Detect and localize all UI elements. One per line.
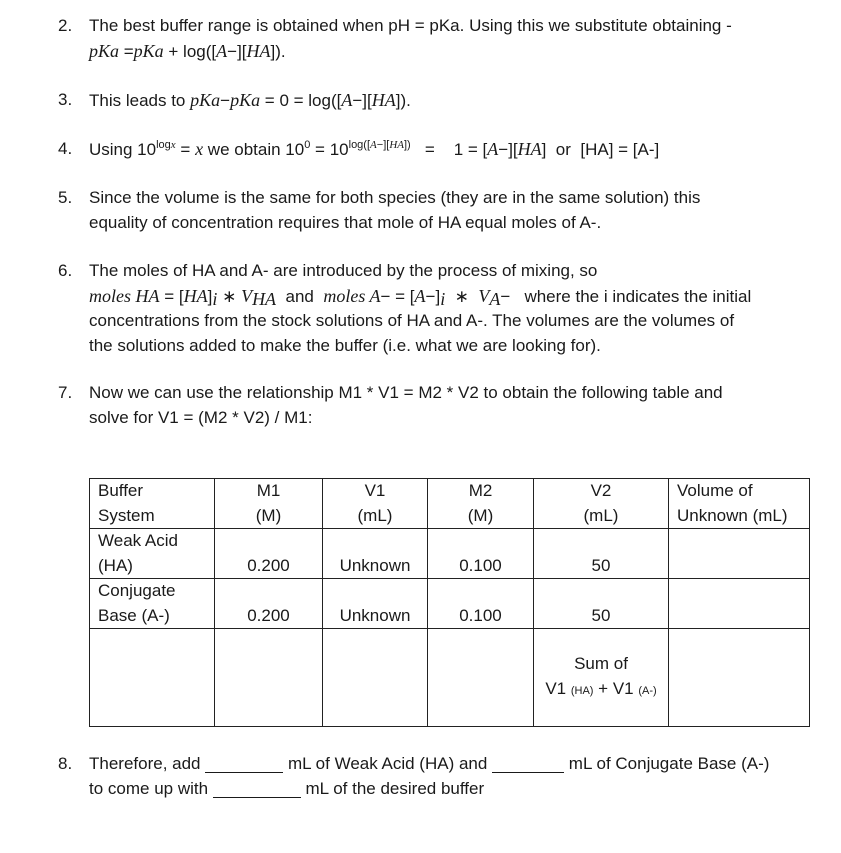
table-header-row (90, 479, 810, 529)
item-text-line: the solutions added to make the buffer (i.e. what we are looking for). (89, 335, 601, 355)
cell-volume-unknown[interactable] (669, 579, 810, 629)
blank-total-volume[interactable] (213, 780, 301, 798)
item-text-line: concentrations from the stock solutions of HA and A-. The volumes are the volumes of (89, 311, 735, 330)
cell-volume-unknown[interactable] (669, 529, 810, 579)
cell-m2: 0.100 (428, 579, 534, 629)
empty-cell (428, 629, 534, 727)
item-number: 3. (58, 90, 73, 109)
cell-v1: Unknown (323, 579, 428, 629)
header-v2: V2 (mL) (534, 479, 669, 529)
item-2 (58, 14, 828, 64)
item-text-line: The best buffer range is obtained when pH = pKa. Using this we substitute obtaining - (89, 16, 732, 35)
item-text-line: Since the volume is the same for both species (they are in the same solution) this (89, 188, 701, 207)
item-number: 5. (58, 188, 73, 207)
cell-v2: 50 (534, 529, 669, 579)
empty-cell (90, 629, 215, 727)
item-5 (58, 186, 828, 235)
header-m2: M2 (M) (428, 479, 534, 529)
cell-m1: 0.200 (215, 529, 323, 579)
item-text-line: This leads to pKa−pKa = 0 = log([A−][HA]). (89, 90, 411, 110)
item-number: 8. (58, 754, 73, 773)
header-v1: V1 (mL) (323, 479, 428, 529)
item-text-line: equality of concentration requires that mole of HA equal moles of A-. (89, 212, 602, 232)
item-text-line: Now we can use the relationship M1 * V1 = M2 * V2 to obtain the following table and (89, 383, 723, 402)
item-3 (58, 88, 828, 114)
header-m1: M1 (M) (215, 479, 323, 529)
row-label: Weak Acid (HA) (90, 529, 215, 579)
header-buffer-system: Buffer System (90, 479, 215, 529)
item-text-line: Using $10^{logx} = x$ we obtain $10^0 = 10^{log([A-][HA])}$ = 1 = [A−][HA] or [HA] = [A-] (89, 139, 660, 159)
sum-value-cell[interactable] (669, 629, 810, 727)
buffer-table (89, 478, 810, 727)
empty-cell (323, 629, 428, 727)
table-sum-row (90, 629, 810, 727)
item-number: 4. (58, 139, 73, 158)
sum-label: Sum of V1 (HA) + V1 (A-) (534, 629, 669, 727)
item-number: 2. (58, 16, 73, 35)
row-label: Conjugate Base (A-) (90, 579, 215, 629)
item-text-line: Therefore, add mL of Weak Acid (HA) and mL of Conjugate Base (A-) (89, 754, 770, 773)
item-formula-line: moles HA = $[HA]_i$ ∗ $V_{HA}$ and moles $A- = [A-]_i$ ∗ $V_A-$ where the i indicates the initial (89, 285, 752, 309)
cell-m1: 0.200 (215, 579, 323, 629)
item-6 (58, 259, 828, 358)
item-number: 6. (58, 261, 73, 280)
blank-ha-volume[interactable] (205, 755, 283, 773)
item-4 (58, 137, 828, 163)
table-row (90, 529, 810, 579)
item-formula-line: pKa =pKa + log([A−][HA]). (89, 40, 286, 61)
blank-base-volume[interactable] (492, 755, 564, 773)
item-text-line: solve for V1 = (M2 * V2) / M1: (89, 407, 313, 427)
header-volume-unknown: Volume of Unknown (mL) (669, 479, 810, 529)
item-text-line: The moles of HA and A- are introduced by the process of mixing, so (89, 261, 598, 280)
cell-m2: 0.100 (428, 529, 534, 579)
cell-v1: Unknown (323, 529, 428, 579)
empty-cell (215, 629, 323, 727)
table-row (90, 579, 810, 629)
item-number: 7. (58, 383, 73, 402)
cell-v2: 50 (534, 579, 669, 629)
item-7 (58, 381, 828, 430)
item-8 (58, 752, 828, 801)
item-text-line: to come up with mL of the desired buffer (89, 778, 485, 798)
